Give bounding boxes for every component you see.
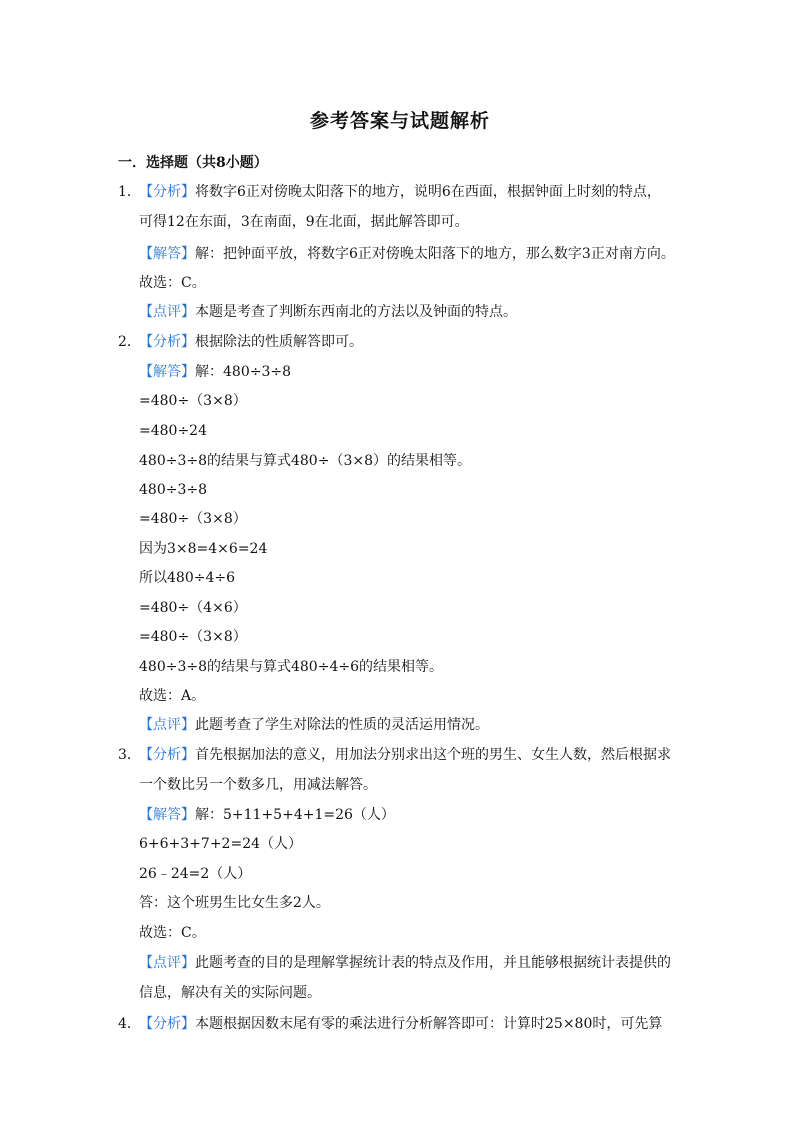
q2-step: =480÷24	[139, 423, 207, 439]
comment-tag: 【点评】	[139, 304, 195, 320]
q3-answer: 【解答】解：5+11+5+4+1=26（人）	[139, 807, 395, 823]
answer-tag: 【解答】	[139, 246, 195, 262]
q4-analysis: 【分析】本题根据因数末尾有零的乘法进行分析解答即可：计算时25×80时，可先算	[139, 1016, 663, 1032]
q2-choice: 故选：A。	[139, 688, 206, 704]
q2-step: =480÷（3×8）	[139, 629, 247, 645]
q2-step: 480÷3÷8的结果与算式480÷4÷6的结果相等。	[139, 659, 443, 675]
q3-comment-cont: 信息，解决有关的实际问题。	[139, 985, 321, 1001]
q3-comment: 【点评】此题考查的目的是理解掌握统计表的特点及作用，并且能够根据统计表提供的	[139, 955, 671, 971]
analysis-tag: 【分析】	[139, 184, 195, 200]
q1-answer: 【解答】解：把钟面平放，将数字6正对傍晚太阳落下的地方，那么数字3正对南方向。	[139, 246, 675, 262]
comment-tag: 【点评】	[139, 717, 195, 733]
page-title: 参考答案与试题解析	[309, 110, 490, 132]
q2-step: =480÷（3×8）	[139, 393, 247, 409]
q1-analysis-cont: 可得12在东面，3在南面，9在北面，据此解答即可。	[139, 214, 469, 230]
answer-tag: 【解答】	[139, 364, 195, 380]
q2-answer: 【解答】解：480÷3÷8	[139, 364, 291, 380]
question-number: 3．	[118, 747, 141, 763]
question-number: 4．	[118, 1016, 141, 1032]
q2-step: 因为3×8=4×6=24	[139, 541, 268, 557]
question-number: 1．	[118, 184, 141, 200]
analysis-tag: 【分析】	[139, 334, 195, 350]
section-heading: 一．选择题（共8小题）	[118, 155, 268, 171]
q2-comment: 【点评】此题考查了学生对除法的性质的灵活运用情况。	[139, 717, 489, 733]
q3-step: 26﹣24=2（人）	[139, 866, 252, 882]
comment-tag: 【点评】	[139, 955, 195, 971]
q3-step: 答：这个班男生比女生多2人。	[139, 895, 330, 911]
answer-tag: 【解答】	[139, 807, 195, 823]
q2-step: =480÷（3×8）	[139, 511, 247, 527]
q1-comment: 【点评】本题是考查了判断东西南北的方法以及钟面的特点。	[139, 304, 517, 320]
q2-step: =480÷（4×6）	[139, 600, 247, 616]
q1-analysis: 【分析】将数字6正对傍晚太阳落下的地方，说明6在西面，根据钟面上时刻的特点，	[139, 184, 661, 200]
question-number: 2．	[118, 334, 141, 350]
q3-analysis-cont: 一个数比另一个数多几，用减法解答。	[139, 777, 377, 793]
q2-step: 480÷3÷8	[139, 482, 207, 498]
q3-analysis: 【分析】首先根据加法的意义，用加法分别求出这个班的男生、女生人数，然后根据求	[139, 747, 671, 763]
q2-analysis: 【分析】根据除法的性质解答即可。	[139, 334, 363, 350]
q1-choice: 故选：C。	[139, 275, 206, 291]
q3-choice: 故选：C。	[139, 925, 206, 941]
analysis-tag: 【分析】	[139, 747, 195, 763]
q2-step: 480÷3÷8的结果与算式480÷（3×8）的结果相等。	[139, 453, 471, 469]
q2-step: 所以480÷4÷6	[139, 570, 235, 586]
q3-step: 6+6+3+7+2=24（人）	[139, 836, 303, 852]
analysis-tag: 【分析】	[139, 1016, 195, 1032]
